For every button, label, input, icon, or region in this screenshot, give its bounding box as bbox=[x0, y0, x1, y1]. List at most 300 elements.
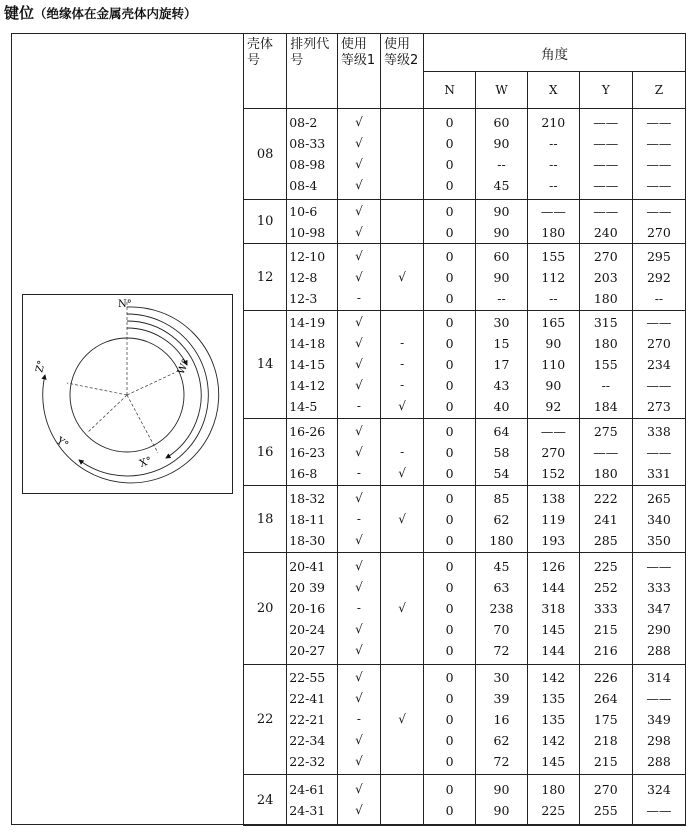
table-group-row bbox=[244, 311, 686, 419]
table-cell-x: -- bbox=[549, 136, 558, 151]
use2-cell bbox=[381, 486, 424, 553]
use1-cell bbox=[337, 109, 380, 200]
table-cell-use2: - bbox=[400, 378, 405, 392]
table-cell-z: 298 bbox=[646, 733, 671, 748]
table-cell-code: 18-11 bbox=[289, 511, 326, 527]
table-group-row bbox=[244, 244, 686, 311]
table-cell-w: 64 bbox=[493, 423, 510, 439]
table-cell-x: —— bbox=[540, 423, 566, 439]
y-arc bbox=[79, 314, 208, 476]
use1-cell bbox=[337, 775, 380, 826]
table-cell-w: -- bbox=[497, 157, 506, 172]
table-cell-use2 bbox=[381, 222, 423, 243]
header-angle: 角度 bbox=[424, 34, 686, 72]
angle-y-cell bbox=[579, 200, 632, 244]
table-cell-z: —— bbox=[646, 378, 672, 393]
table-cell-n: 0 bbox=[445, 511, 454, 527]
table-cell-use1: - bbox=[356, 712, 361, 726]
label-y: Y° bbox=[54, 435, 71, 452]
table-cell-y: 218 bbox=[593, 733, 618, 748]
table-cell-use2 bbox=[381, 246, 423, 267]
table-cell-z: —— bbox=[646, 136, 672, 151]
angle-w-cell bbox=[476, 775, 528, 826]
use2-cell bbox=[381, 109, 424, 200]
table-cell-code: 22-32 bbox=[289, 754, 326, 769]
table-cell-use2 bbox=[381, 751, 423, 772]
x-axis-line bbox=[127, 395, 158, 453]
table-cell-x: 92 bbox=[545, 399, 562, 414]
table-cell-x: 145 bbox=[541, 622, 566, 637]
header-angle-y: Y bbox=[579, 72, 632, 109]
table-cell-w: 30 bbox=[493, 315, 510, 330]
table-cell-z: 350 bbox=[646, 532, 671, 548]
shell-number-cell: 14 bbox=[244, 311, 287, 419]
table-cell-y: 203 bbox=[593, 269, 618, 285]
table-cell-z: 290 bbox=[646, 622, 671, 637]
w-axis-line bbox=[127, 373, 174, 395]
header-use1: 使用等级1 bbox=[337, 34, 380, 109]
table-cell-w: 62 bbox=[493, 733, 510, 748]
use1-cell bbox=[337, 311, 380, 419]
table-cell-use1: √ bbox=[355, 733, 363, 747]
table-cell-n: 0 bbox=[445, 378, 454, 393]
angle-n-cell bbox=[424, 311, 476, 419]
table-cell-code: 18-30 bbox=[289, 532, 326, 548]
table-cell-y: 270 bbox=[593, 782, 618, 797]
table-cell-y: 264 bbox=[593, 691, 618, 706]
table-cell-use1: √ bbox=[355, 782, 363, 796]
use2-cell bbox=[381, 311, 424, 419]
header-angle-z: Z bbox=[632, 72, 685, 109]
angle-x-cell bbox=[527, 775, 579, 826]
use1-cell bbox=[337, 419, 380, 486]
angle-y-cell bbox=[579, 553, 632, 665]
table-cell-n: 0 bbox=[445, 465, 454, 481]
table-cell-z: 265 bbox=[646, 490, 671, 506]
table-cell-y: 270 bbox=[593, 248, 618, 264]
table-cell-n: 0 bbox=[445, 532, 454, 548]
table-cell-n: 0 bbox=[445, 733, 454, 748]
angle-y-cell bbox=[579, 665, 632, 775]
table-cell-x: -- bbox=[549, 290, 558, 306]
table-cell-n: 0 bbox=[445, 336, 454, 351]
table-cell-use1: - bbox=[356, 601, 361, 615]
table-cell-x: 142 bbox=[541, 733, 566, 748]
table-cell-w: 60 bbox=[493, 248, 510, 264]
table-cell-x: 152 bbox=[541, 465, 566, 481]
table-cell-use2 bbox=[381, 688, 423, 709]
table-cell-z: 288 bbox=[646, 754, 671, 769]
angle-x-cell bbox=[527, 244, 579, 311]
table-cell-n: 0 bbox=[445, 115, 454, 130]
table-cell-w: -- bbox=[497, 290, 506, 306]
table-cell-use1: √ bbox=[355, 559, 363, 573]
code-cell bbox=[287, 665, 338, 775]
table-cell-z: —— bbox=[646, 691, 672, 706]
table-cell-w: 72 bbox=[493, 754, 510, 769]
table-cell-x: 90 bbox=[545, 336, 562, 351]
table-cell-n: 0 bbox=[445, 782, 454, 797]
table-cell-use2 bbox=[381, 312, 423, 333]
table-cell-w: 90 bbox=[493, 136, 510, 151]
table-cell-w: 17 bbox=[493, 357, 510, 372]
table-cell-code: 12-3 bbox=[289, 290, 318, 306]
table-cell-use1: √ bbox=[355, 622, 363, 636]
table-cell-z: 347 bbox=[646, 601, 671, 616]
table-cell-use2: - bbox=[400, 444, 405, 459]
table-cell-code: 14-15 bbox=[289, 357, 326, 372]
table-cell-z: —— bbox=[646, 315, 672, 330]
header-angle-x: X bbox=[527, 72, 579, 109]
table-cell-x: 165 bbox=[541, 315, 566, 330]
table-cell-code: 16-26 bbox=[289, 423, 326, 439]
table-cell-use1: - bbox=[356, 465, 361, 480]
table-cell-y: 255 bbox=[593, 803, 618, 818]
table-cell-use1: √ bbox=[355, 444, 363, 459]
table-cell-use2 bbox=[381, 556, 423, 577]
table-cell-w: 43 bbox=[493, 378, 510, 393]
table-cell-z: 333 bbox=[646, 580, 671, 595]
table-cell-w: 15 bbox=[493, 336, 510, 351]
table-cell-use2: √ bbox=[398, 399, 406, 413]
table-cell-code: 08-98 bbox=[289, 157, 326, 172]
use1-cell bbox=[337, 200, 380, 244]
page-title bbox=[4, 2, 197, 23]
table-cell-x: 270 bbox=[541, 444, 566, 460]
table-cell-w: 90 bbox=[493, 203, 510, 219]
table-cell-use2 bbox=[381, 619, 423, 640]
table-cell-use2 bbox=[381, 730, 423, 751]
table-cell-z: —— bbox=[646, 203, 672, 219]
angle-w-cell bbox=[476, 311, 528, 419]
table-cell-y: 180 bbox=[593, 465, 618, 481]
table-cell-n: 0 bbox=[445, 203, 454, 219]
angle-z-cell bbox=[632, 665, 685, 775]
key-position-table bbox=[243, 33, 686, 826]
angle-z-cell bbox=[632, 553, 685, 665]
table-cell-n: 0 bbox=[445, 601, 454, 616]
table-cell-n: 0 bbox=[445, 803, 454, 818]
table-cell-y: 222 bbox=[593, 490, 618, 506]
table-cell-w: 39 bbox=[493, 691, 510, 706]
table-cell-x: 90 bbox=[545, 378, 562, 393]
angle-w-cell bbox=[476, 109, 528, 200]
table-cell-z: —— bbox=[646, 444, 672, 460]
table-cell-n: 0 bbox=[445, 178, 454, 193]
code-cell bbox=[287, 486, 338, 553]
table-cell-n: 0 bbox=[445, 444, 454, 460]
table-group-row bbox=[244, 419, 686, 486]
table-cell-use2 bbox=[381, 577, 423, 598]
table-cell-y: -- bbox=[601, 378, 611, 393]
use1-cell bbox=[337, 553, 380, 665]
table-cell-y: 252 bbox=[593, 580, 618, 595]
table-cell-code: 12-10 bbox=[289, 248, 326, 264]
table-cell-w: 40 bbox=[493, 399, 510, 414]
table-cell-w: 45 bbox=[493, 559, 510, 574]
table-cell-use2 bbox=[381, 640, 423, 661]
shell-number-cell: 18 bbox=[244, 486, 287, 553]
table-cell-y: 215 bbox=[593, 754, 618, 769]
shell-number-cell: 12 bbox=[244, 244, 287, 311]
angle-y-cell bbox=[579, 775, 632, 826]
table-cell-use2: √ bbox=[398, 712, 406, 726]
table-cell-use1: √ bbox=[355, 423, 363, 438]
table-cell-code: 20-27 bbox=[289, 643, 326, 658]
table-cell-y: 175 bbox=[593, 712, 618, 727]
table-cell-x: -- bbox=[549, 157, 558, 172]
z-arc bbox=[43, 307, 219, 483]
table-cell-use1: √ bbox=[355, 157, 363, 171]
table-cell-code: 24-31 bbox=[289, 803, 326, 818]
table-cell-x: 110 bbox=[541, 357, 566, 372]
table-cell-code: 20 39 bbox=[289, 580, 325, 595]
angle-z-cell bbox=[632, 311, 685, 419]
table-cell-use1: √ bbox=[355, 754, 363, 768]
table-cell-code: 10-6 bbox=[289, 203, 318, 219]
table-cell-use2 bbox=[381, 133, 423, 154]
table-cell-n: 0 bbox=[445, 357, 454, 372]
angle-w-cell bbox=[476, 665, 528, 775]
code-cell bbox=[287, 311, 338, 419]
table-cell-z: 340 bbox=[646, 511, 671, 527]
table-cell-z: —— bbox=[646, 157, 672, 172]
table-cell-use1: √ bbox=[355, 203, 363, 218]
table-cell-code: 20-24 bbox=[289, 622, 326, 637]
table-cell-z: 273 bbox=[646, 399, 671, 414]
shell-number-cell: 16 bbox=[244, 419, 287, 486]
use1-cell bbox=[337, 665, 380, 775]
table-cell-code: 22-21 bbox=[289, 712, 326, 727]
table-cell-w: 90 bbox=[493, 782, 510, 797]
angle-x-cell bbox=[527, 311, 579, 419]
table-cell-y: 155 bbox=[593, 357, 618, 372]
table-cell-x: 126 bbox=[541, 559, 566, 574]
table-cell-w: 180 bbox=[489, 532, 514, 548]
table-cell-x: —— bbox=[540, 203, 566, 219]
angle-z-cell bbox=[632, 200, 685, 244]
use2-cell bbox=[381, 553, 424, 665]
use2-cell bbox=[381, 665, 424, 775]
shell-number-cell: 08 bbox=[244, 109, 287, 200]
table-cell-n: 0 bbox=[445, 399, 454, 414]
code-cell bbox=[287, 553, 338, 665]
table-cell-use2 bbox=[381, 175, 423, 196]
table-cell-use1: √ bbox=[355, 315, 363, 329]
table-cell-x: 210 bbox=[541, 115, 566, 130]
table-cell-use1: √ bbox=[355, 691, 363, 705]
table-group-row bbox=[244, 775, 686, 826]
table-cell-z: 349 bbox=[646, 712, 671, 727]
table-cell-use2 bbox=[381, 201, 423, 222]
z-axis-line bbox=[67, 383, 127, 395]
table-cell-use2: √ bbox=[398, 465, 406, 480]
table-cell-x: 138 bbox=[541, 490, 566, 506]
angle-x-cell bbox=[527, 419, 579, 486]
table-cell-use1: √ bbox=[355, 643, 363, 657]
table-cell-use1: √ bbox=[355, 336, 363, 350]
table-cell-z: 295 bbox=[646, 248, 671, 264]
header-shell: 壳体号 bbox=[244, 34, 287, 109]
table-cell-x: 135 bbox=[541, 691, 566, 706]
table-cell-use2 bbox=[381, 667, 423, 688]
angle-n-cell bbox=[424, 200, 476, 244]
table-cell-use1: √ bbox=[355, 490, 363, 505]
table-cell-code: 14-5 bbox=[289, 399, 318, 414]
table-cell-use1: √ bbox=[355, 248, 363, 263]
table-cell-code: 14-12 bbox=[289, 378, 326, 393]
table-cell-y: —— bbox=[593, 444, 619, 460]
code-cell bbox=[287, 200, 338, 244]
table-cell-code: 10-98 bbox=[289, 224, 326, 240]
table-cell-y: —— bbox=[593, 203, 619, 219]
table-group-row bbox=[244, 200, 686, 244]
table-cell-y: —— bbox=[593, 115, 619, 130]
angle-z-cell bbox=[632, 109, 685, 200]
table-cell-n: 0 bbox=[445, 290, 454, 306]
table-cell-x: 180 bbox=[541, 782, 566, 797]
table-cell-code: 16-8 bbox=[289, 465, 318, 481]
table-cell-w: 90 bbox=[493, 803, 510, 818]
table-cell-code: 16-23 bbox=[289, 444, 326, 460]
table-cell-y: —— bbox=[593, 136, 619, 151]
table-cell-x: 142 bbox=[541, 670, 566, 685]
table-group-row bbox=[244, 553, 686, 665]
code-cell bbox=[287, 775, 338, 826]
title-main: 键位 bbox=[4, 4, 35, 22]
table-cell-z: 331 bbox=[646, 465, 671, 481]
table-cell-z: 288 bbox=[646, 643, 671, 658]
use2-cell bbox=[381, 200, 424, 244]
use2-cell bbox=[381, 419, 424, 486]
table-cell-y: 180 bbox=[593, 290, 618, 306]
label-w: W° bbox=[175, 357, 193, 377]
angle-w-cell bbox=[476, 419, 528, 486]
table-cell-use2 bbox=[381, 530, 423, 551]
table-cell-x: 145 bbox=[541, 754, 566, 769]
table-cell-z: 234 bbox=[646, 357, 671, 372]
code-cell bbox=[287, 244, 338, 311]
table-cell-w: 85 bbox=[493, 490, 510, 506]
angle-w-cell bbox=[476, 486, 528, 553]
angle-z-cell bbox=[632, 486, 685, 553]
key-position-diagram bbox=[22, 294, 233, 494]
table-cell-w: 63 bbox=[493, 580, 510, 595]
table-cell-use1: √ bbox=[355, 580, 363, 594]
table-cell-use2: √ bbox=[398, 511, 406, 526]
table-cell-z: 292 bbox=[646, 269, 671, 285]
angle-z-cell bbox=[632, 244, 685, 311]
table-cell-use2 bbox=[381, 288, 423, 309]
table-cell-code: 20-41 bbox=[289, 559, 326, 574]
table-cell-x: 119 bbox=[541, 511, 566, 527]
y-axis-line bbox=[87, 395, 127, 433]
table-cell-y: 215 bbox=[593, 622, 618, 637]
use1-cell bbox=[337, 486, 380, 553]
table-cell-use1: √ bbox=[355, 357, 363, 371]
table-cell-z: -- bbox=[654, 290, 664, 306]
table-cell-x: 318 bbox=[541, 601, 566, 616]
table-group-row bbox=[244, 486, 686, 553]
header-angle-n: N bbox=[424, 72, 476, 109]
angle-x-cell bbox=[527, 665, 579, 775]
use2-cell bbox=[381, 775, 424, 826]
table-cell-y: 240 bbox=[593, 224, 618, 240]
label-x: X° bbox=[138, 455, 154, 470]
code-cell bbox=[287, 419, 338, 486]
label-n: N° bbox=[118, 299, 132, 310]
table-cell-x: 193 bbox=[541, 532, 566, 548]
table-cell-y: 225 bbox=[593, 559, 618, 574]
table-cell-use1: √ bbox=[355, 532, 363, 547]
table-cell-x: 155 bbox=[541, 248, 566, 264]
table-cell-code: 14-19 bbox=[289, 315, 326, 330]
table-cell-y: 285 bbox=[593, 532, 618, 548]
table-body bbox=[244, 109, 686, 826]
table-cell-n: 0 bbox=[445, 224, 454, 240]
angle-w-cell bbox=[476, 244, 528, 311]
angle-x-cell bbox=[527, 553, 579, 665]
table-cell-code: 22-41 bbox=[289, 691, 326, 706]
table-cell-w: 62 bbox=[493, 511, 510, 527]
table-cell-n: 0 bbox=[445, 643, 454, 658]
angle-z-cell bbox=[632, 419, 685, 486]
angle-n-cell bbox=[424, 109, 476, 200]
table-cell-x: 180 bbox=[541, 224, 566, 240]
table-cell-x: 144 bbox=[541, 580, 566, 595]
table-cell-use1: √ bbox=[355, 670, 363, 684]
table-cell-w: 30 bbox=[493, 670, 510, 685]
table-cell-y: 275 bbox=[593, 423, 618, 439]
table-cell-x: -- bbox=[549, 178, 558, 193]
table-cell-use1: √ bbox=[355, 378, 363, 392]
table-cell-use2 bbox=[381, 154, 423, 175]
table-cell-use2: √ bbox=[398, 601, 406, 615]
table-cell-w: 58 bbox=[493, 444, 510, 460]
table-cell-use1: √ bbox=[355, 178, 363, 192]
table-cell-w: 238 bbox=[489, 601, 514, 616]
table-cell-use1: √ bbox=[355, 224, 363, 239]
table-cell-n: 0 bbox=[445, 712, 454, 727]
table-cell-x: 144 bbox=[541, 643, 566, 658]
table-cell-n: 0 bbox=[445, 691, 454, 706]
header-code: 排列代号 bbox=[287, 34, 338, 109]
angle-n-cell bbox=[424, 553, 476, 665]
table-cell-z: —— bbox=[646, 178, 672, 193]
table-cell-z: 314 bbox=[646, 670, 671, 685]
table-cell-code: 20-16 bbox=[289, 601, 326, 616]
table-cell-n: 0 bbox=[445, 157, 454, 172]
table-cell-w: 45 bbox=[493, 178, 510, 193]
table-cell-use2 bbox=[381, 488, 423, 509]
table-cell-use1: - bbox=[356, 511, 361, 526]
table-cell-z: 324 bbox=[646, 782, 671, 797]
angle-z-cell bbox=[632, 775, 685, 826]
table-cell-w: 72 bbox=[493, 643, 510, 658]
table-cell-use2 bbox=[381, 800, 423, 821]
table-cell-w: 54 bbox=[493, 465, 510, 481]
table-group-row bbox=[244, 109, 686, 200]
angle-x-cell bbox=[527, 486, 579, 553]
table-cell-code: 08-2 bbox=[289, 115, 318, 130]
table-cell-n: 0 bbox=[445, 622, 454, 637]
table-cell-use1: √ bbox=[355, 115, 363, 129]
table-cell-y: 180 bbox=[593, 336, 618, 351]
shell-number-cell: 20 bbox=[244, 553, 287, 665]
table-cell-x: 225 bbox=[541, 803, 566, 818]
table-cell-n: 0 bbox=[445, 559, 454, 574]
table-cell-use2: - bbox=[400, 336, 405, 350]
